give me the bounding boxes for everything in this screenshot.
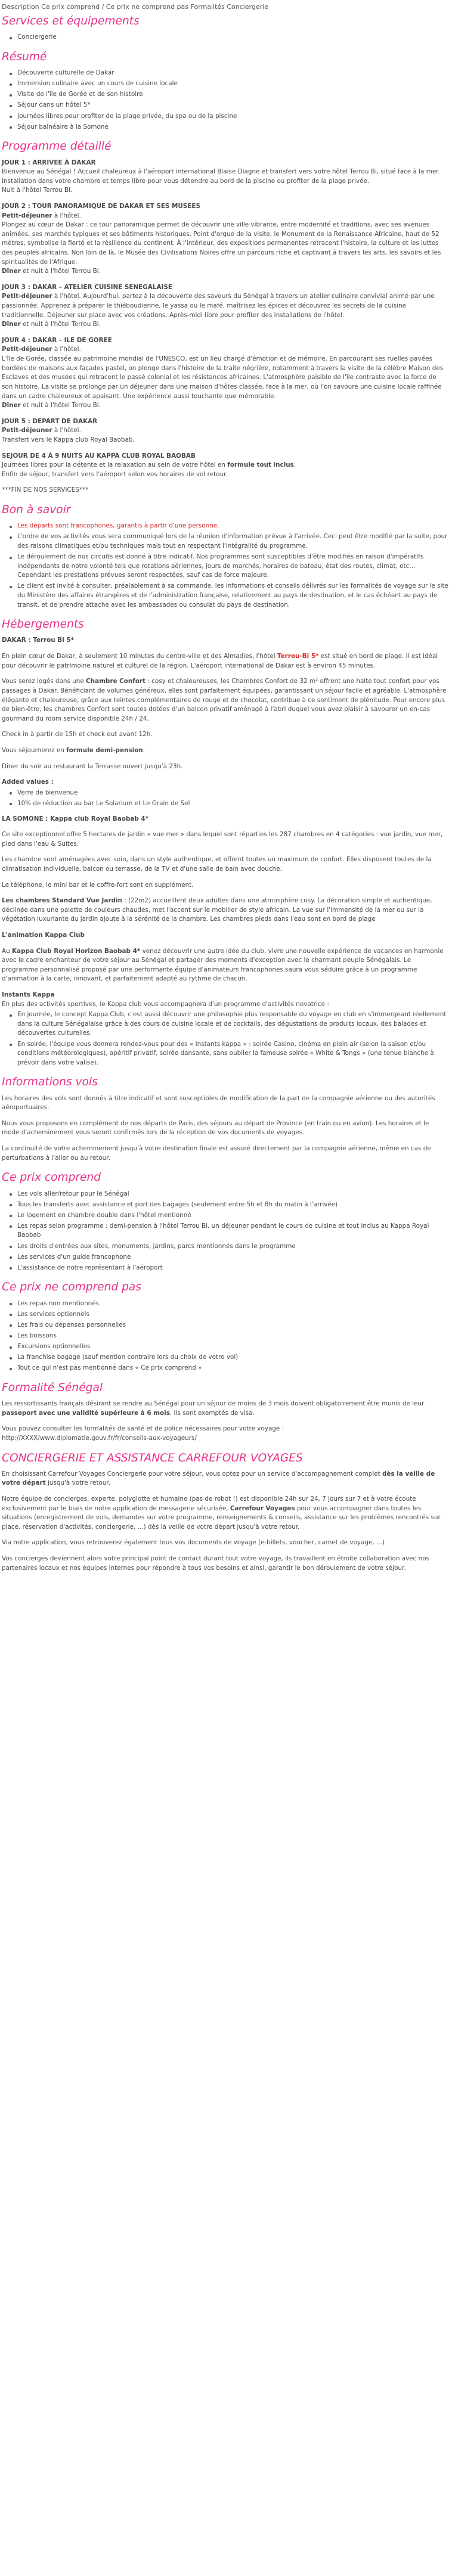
breakfast-label: Petit-déjeuner (2, 212, 52, 219)
room-description (2, 677, 448, 724)
list-item: Le logement en chambre double dans l'hôtel mentionné (17, 1211, 448, 1221)
day-text: Enfin de séjour, transfert vers l'aéroport selon vos horaires de vol retour. (2, 470, 228, 478)
breakfast-rest: à l'hôtel. (52, 212, 81, 219)
hotel-name: Terrou-Bi 5* (277, 653, 319, 660)
programme-stay (2, 452, 448, 480)
text: Vous séjournerez en (2, 746, 67, 754)
text: Les ressortissants français désirant se rendre au Sénégal pour un séjour de moins de 3 mois doivent obligatoirement être munis de leur (2, 1400, 425, 1408)
day-title: SEJOUR DE 4 À 9 NUITS AU KAPPA CLUB ROYAL BAOBAB (2, 452, 196, 460)
extra-supplements: Le téléphone, le mini bar et le coffre-fort sont en supplément. (2, 881, 194, 889)
room-details: Les chambre sont aménagées avec soin, dans un style authentique, et offrent toutes un maximum de confort. Elles disposent toutes de la climatisation individuelle, balcon ou terrasse, de la TV et d'une salle de bain avec douche. (2, 856, 432, 873)
day-title: JOUR 5 : DEPART DE DAKAR (2, 417, 98, 425)
prix-comprend-title: Ce prix comprend (2, 1171, 101, 1184)
stay-text: Journées libres pour la détente et la relaxation au sein de votre hôtel en (2, 461, 228, 469)
day-text (2, 292, 448, 320)
stay-formula: formule tout inclus (227, 461, 294, 469)
day-dinner (2, 401, 448, 411)
list-item: Conciergerie (17, 33, 448, 42)
dinner-info: Dîner du soir au restaurant la Terrasse ouvert jusqu'à 23h. (2, 762, 183, 770)
board-type: formule demi-pension (66, 746, 143, 754)
hotel-somone-label: LA SOMONE : Kappa club Royal Baobab 4* (2, 815, 149, 823)
day-text: Plongez au cœur de Dakar : ce tour panoramique permet de découvrir une ville vibrante, entre modernité et traditions, avec ses avenues animées, ses marchés typiques et ses bâtiments historiques. Point d'orgue de la visite, le Monument de la Renaissance Africaine, haut de 52 mètres, symbolise la fierté et la résilience du continent. À l'intérieur, des expositions permanentes retracent l'histoire, la culture et les luttes des peuples africains. Non loin de là, le Musée des Civilisations Noires offre un parcours riche et captivant à travers les arts, les savoirs et les spiritualités de l'Afrique. (2, 221, 441, 266)
list-item: Journées libres pour profiter de la plage privée, du spa ou de la piscine (17, 112, 448, 122)
animation-description (2, 947, 448, 984)
programme-day-4 (2, 336, 448, 411)
conciergerie-documents: Via notre application, vous retrouverez également tous vos documents de voyage (e-billets, voucher, carnet de voyage, ...) (2, 1539, 385, 1547)
list-item: Immersion culinaire avec un cours de cuisine locale (17, 79, 448, 89)
service-start: dès la veille de votre départ (2, 1470, 435, 1487)
day-dinner (2, 320, 448, 330)
prix-ne-comprend-list (2, 1299, 448, 1373)
dinner-rest: et nuit à l'hôtel Terrou Bi. (20, 321, 101, 328)
breakfast-label: Petit-déjeuner (2, 293, 52, 300)
day-breakfast (2, 426, 448, 436)
hotel-somone-description: Ce site exceptionnel offre 5 hectares de jardin « vue mer » dans lequel sont réparties les 287 chambres en 4 catégories : vue jardin, vue mer, pied dans l'eau & Suites. (2, 831, 443, 848)
programme-day-5 (2, 417, 448, 445)
diplomatie-link[interactable]: http://XXXX/www.diplomatie.gouv.fr/fr/conseils-aux-voyageurs/ (2, 1434, 197, 1442)
list-item: Séjour balnéaire à la Somone (17, 123, 448, 132)
list-item: Découverte culturelle de Dakar (17, 69, 448, 78)
hotel-dakar-description (2, 652, 448, 671)
formalite-consult: Vous pouvez consulter les formalités de santé et de police nécessaires pour votre voyage : (2, 1425, 284, 1433)
list-item: En journée, le concept Kappa Club, c'est aussi découvrir une philosophie plus responsable du voyage en club en s'immergeant réellement dans la culture Sénégalaise grâce à des cours de cuisine locale et de cocktails, des dégustations de produits locaux, des balades et découvertes culturelles. (17, 1010, 448, 1038)
conciergerie-title: CONCIERGERIE ET ASSISTANCE CARREFOUR VOYAGES (2, 1451, 303, 1464)
text: pour vous accompagner dans toutes les situations (enregistrement de vols, demandes sur votre programme, renseignements & conseils, assistance sur les problèmes rencontrés sur place, réservation d'activités, conciergerie, ...) dès la veille de votre départ jusqu'à votre retour. (2, 1504, 441, 1531)
list-item: L'ordre de vos activités vous sera communiqué lors de la réunion d'information prévue à l'arrivée. Ceci peut être modifié par la suite, pour des raisons climatiques et/ou techniques mais tout en respectant l'intégralité du programme. (17, 532, 448, 551)
hotel-dakar-label: DAKAR : Terrou Bi 5* (2, 637, 75, 644)
list-item: Le client est invité à consulter, préalablement à sa commande, les informations et conseils délivrés sur les formalités de voyage sur le site du Ministère des affaires étrangères et de l'administration française, relativement au pays de destination, et le cas échéant au pays de transit, et de prendre attache avec les ambassades ou consulat du pays de destination. (17, 582, 448, 610)
list-item: Les vols aller/retour pour le Sénégal (17, 1190, 448, 1199)
room-type: Chambre Confort (86, 678, 146, 685)
flight-info: Nous vous proposons en complément de nos départs de Paris, des séjours au départ de Province (en train ou en avion). Les horaires et le mode d'acheminement vous seront confirmés lors de la réception de vos documents de voyages. (2, 1119, 429, 1137)
check-times: Check in à partir de 15h et check out avant 12h. (2, 731, 153, 738)
bon-a-savoir-list (2, 522, 448, 610)
list-item: Verre de bienvenue (17, 789, 448, 798)
day-title: JOUR 2 : TOUR PANORAMIQUE DE DAKAR ET SES MUSEES (2, 202, 200, 210)
list-item: L'assistance de notre représentant à l'aéroport (17, 1264, 448, 1273)
text: Vous serez logés dans une (2, 678, 86, 685)
list-item: Excursions optionnelles (17, 1342, 448, 1352)
day-title: JOUR 1 : ARRIVEE À DAKAR (2, 159, 96, 166)
instants-list (2, 1010, 448, 1067)
app-name: Carrefour Voyages (230, 1504, 295, 1512)
day-dinner (2, 267, 448, 277)
programme-footer: ***FIN DE NOS SERVICES*** (2, 486, 89, 494)
list-item: Les frais ou dépenses personnelles (17, 1321, 448, 1330)
day-breakfast (2, 212, 448, 221)
day-text: Transfert vers le Kappa club Royal Baobab. (2, 436, 135, 443)
list-item: Les boissons (17, 1332, 448, 1341)
stay-text-end: . (293, 461, 296, 469)
list-item: Les services optionnels (17, 1310, 448, 1320)
text: : cosy et chaleureuses, les Chambres Confort de 32 m² offrent une halte tout confort pour vos passages à Dakar. Bénéficiant de volumes généreux, elles sont parfaitement équipées, garantissant un séjour facile et agréable. L'atmosphère élégante et chaleureuse, grâce aux teintes complémentaires de rouge et de chocolat, contribue à ce sentiment de plénitude. Pour encore plus de bien-être, les chambres Confort sont toutes dotées d'un balcon privatif aménagé à l'abri duquel vous avez plaisir à savourer un en-cas gourmand du room service disponible 24h / 24. (2, 678, 447, 722)
day-text: L'île de Gorée, classée au patrimoine mondial de l'UNESCO, est un lieu chargé d'émotion et de mémoire. En parcourant ses ruelles pavées bordées de maisons aux façades pastel, on plonge dans l'histoire de la traite négrière, notamment à travers la visite de la célèbre Maison des Esclaves et des musées qui retracent le passé colonial et les résistances africaines. L'atmosphère paisible de l'île contraste avec la force de son histoire. La visite se prolonge par un déjeuner dans une maison d'hôtes classée, face à la mer, où l'on savoure une cuisine locale raffinée dans un cadre chaleureux et apaisant. Une expérience aussi touchante que mémorable. (2, 355, 444, 400)
dinner-rest: et nuit à l'hôtel Terrou Bi. (20, 402, 101, 409)
programme-day-3 (2, 283, 448, 330)
list-item: 10% de réduction au bar Le Solarium et Le Grain de Sel (17, 799, 448, 809)
instants-label: Instants Kappa (2, 991, 55, 999)
board-formula (2, 746, 448, 756)
breakfast-rest: à l'hôtel. (52, 427, 81, 434)
text: En choisissant Carrefour Voyages Conciergerie pour votre séjour, vous optez pour un service d'accompagnement complet (2, 1470, 382, 1478)
passport-requirement: passeport avec une validité supérieure à 6 mois (2, 1409, 170, 1417)
prix-ne-comprend-title: Ce prix ne comprend pas (2, 1281, 141, 1294)
list-item: Séjour dans un hôtel 5* (17, 101, 448, 110)
breadcrumb: Description Ce prix comprend / Ce prix ne comprend pas Formalités Conciergerie (2, 3, 269, 11)
text: jusqu'à votre retour. (45, 1479, 110, 1487)
hotel-name: Kappa Club Royal Horizon Baobab 4* (12, 947, 141, 955)
list-item: Les départs sont francophones, garantis à partir d'une personne. (17, 522, 448, 531)
conciergerie-contact: Vos concierges deviennent alors votre principal point de contact durant tout votre voyage, ils travaillent en étroite collaboration avec nos partenaires locaux et nos équipes internes pour répondre à tous vos besoins et ainsi, garantir le bon déroulement de votre séjour. (2, 1555, 429, 1572)
standard-room-description (2, 896, 448, 924)
list-item: Les repas selon programme : demi-pension à l'hôtel Terrou Bi, un déjeuner pendant le cours de cuisine et tout inclus au Kappa Royal Baobab (17, 1222, 448, 1240)
text: venez découvrir une autre idée du club, vivre une nouvelle expérience de vacances en harmonie avec le cadre enchanteur de votre séjour au Sénégal et partager des moments d'exception avec le charmant peuple Sénégalais. Le programme personnalisé proposé par une performante équipe d'animateurs francophones saura vous séduire grâce à un programme d'animation à la carte, innovant, et parfaitement adapté au rythme de chacun. (2, 947, 444, 983)
added-values-label: Added values : (2, 778, 54, 786)
dinner-label: Dîner (2, 321, 21, 328)
flight-info: Les horaires des vols sont donnés à titre indicatif et sont susceptibles de modification de la part de la compagnie aérienne ou des autorités aéroportuaires. (2, 1094, 435, 1112)
text: . (143, 746, 145, 754)
day-title: JOUR 4 : DAKAR – ILE DE GOREE (2, 336, 112, 344)
day-title: JOUR 3 : DAKAR – ATELIER CUISINE SENEGALAISE (2, 283, 172, 291)
list-item: En soirée, l'équipe vous donnera rendez-vous pour des « Instants kappa » : soirée Casino, cinéma en plein air (selon la saison et/ou conditions météorologiques), apéritif privatif, soirée dansante, sans oublier la fameuse soirée « White & Tongs » (une tenue blanche à prévoir dans votre valise). (17, 1040, 448, 1068)
formalite-title: Formalité Sénégal (2, 1381, 103, 1394)
text: En plein cœur de Dakar, à seulement 10 minutes du centre-ville et des Almadies, l'hôtel (2, 653, 277, 660)
dinner-rest: et nuit à l'hôtel Terrou Bi. (20, 268, 101, 275)
programme-day-2 (2, 202, 448, 277)
breakfast-label: Petit-déjeuner (2, 427, 52, 434)
day-description: à l'hôtel. Aujourd'hui, partez à la découverte des saveurs du Sénégal à travers un atelier culinaire convivial animé par une passionnée. Apprenez à préparer le thiéboudienne, le yassa ou le mafé, maîtrisez les épices et découvrez les secrets de la cuisine traditionnelle. Déjeuner sur place avec vos créations. Après-midi libre pour profiter des installations de l'hôtel. (2, 293, 435, 319)
conciergerie-intro (2, 1470, 448, 1488)
hebergements-title: Hébergements (2, 618, 84, 631)
list-item: Les repas non mentionnés (17, 1299, 448, 1309)
programme-title: Programme détaillé (2, 140, 112, 153)
breakfast-rest: à l'hôtel. (52, 346, 81, 353)
list-item: Les droits d'entrées aux sites, monuments, jardins, parcs mentionnés dans le programme (17, 1242, 448, 1252)
instants-intro: En plus des activités sportives, le Kappa club vous accompagnera d'un programme d'activités novatrice : (2, 1000, 329, 1008)
text: : (22m2) accueillent deux adultes dans une atmosphère cosy. La décoration simple et authentique, déclinée dans une palette de couleurs chaudes, met l'accent sur le mobilier de style africain. La vue sur l'immensité de la mer ou sur la végétation luxuriante du jardin ajoute à la sérénité de la chambre. Les chambres pieds dans l'eau sont en bord de plage (2, 897, 432, 923)
conciergerie-team (2, 1495, 448, 1532)
text: Au (2, 947, 12, 955)
list-item: Visite de l'île de Gorée et de son histoire (17, 90, 448, 100)
prix-comprend-list (2, 1190, 448, 1273)
services-list (2, 33, 448, 42)
breakfast-label: Petit-déjeuner (2, 346, 52, 353)
list-item: Le déroulement de nos circuits est donné à titre indicatif. Nos programmes sont susceptibles d'être modifiés en raison d'impératifs indépendants de notre volonté tels que rotations aériennes, jours de marchés, horaires de bateau, état des routes, climat, etc… Cependant les prestations prévues seront respectées, sauf cas de force majeure. (17, 553, 448, 581)
bon-a-savoir-title: Bon à savoir (2, 504, 71, 517)
informations-vols-title: Informations vols (2, 1076, 98, 1089)
day-text: Bienvenue au Sénégal ! Accueil chaleureux à l'aéroport international Blaise Diagne et transfert vers votre hôtel Terrou Bi, situé face à la mer. Installation dans votre chambre et temps libre pour vous détendre au bord de la piscine ou profiter de la plage privée. (2, 168, 440, 185)
room-type: Les chambres Standard Vue Jardin (2, 897, 122, 905)
services-title: Services et équipements (2, 15, 140, 28)
list-item: Les services d'un guide francophone (17, 1253, 448, 1262)
text: . Ils sont exemptés de visa. (169, 1409, 255, 1417)
text: Notre équipe de concierges, experte, polyglotte et humaine (pas de robot !) est disponible 24h sur 24, 7 jours sur 7 et à votre écoute exclusivement par le biais de notre application de messagerie sécurisée, (2, 1495, 416, 1512)
resume-list (2, 69, 448, 132)
list-item: La franchise bagage (sauf mention contraire lors du choix de votre vol) (17, 1353, 448, 1363)
day-text: Nuit à l'hôtel Terrou Bi. (2, 187, 73, 194)
resume-title: Résumé (2, 50, 47, 63)
animation-label: L'animation Kappa Club (2, 931, 85, 939)
day-breakfast (2, 345, 448, 355)
dinner-label: Dîner (2, 268, 21, 275)
text: est situé en bord de plage. Il est idéal pour découvrir le patrimoine naturel et culturel de la région. L'aéroport international de Dakar est à environ 45 minutes. (2, 653, 438, 669)
programme-day-1 (2, 159, 448, 195)
formalite-passport (2, 1399, 448, 1418)
flight-info: La continuité de votre acheminement jusqu'à votre destination finale est assuré directement par la compagnie aérienne, même en cas de perturbations à l'aller ou au retour. (2, 1145, 431, 1162)
list-item: Tous les transferts avec assistance et port des bagages (seulement entre 5h et 8h du matin à l'arrivée) (17, 1200, 448, 1210)
dinner-label: Dîner (2, 402, 21, 409)
added-values-list (2, 789, 448, 809)
list-item: Tout ce qui n'est pas mentionné dans « Ce prix comprend » (17, 1364, 448, 1373)
day-text (2, 461, 448, 470)
